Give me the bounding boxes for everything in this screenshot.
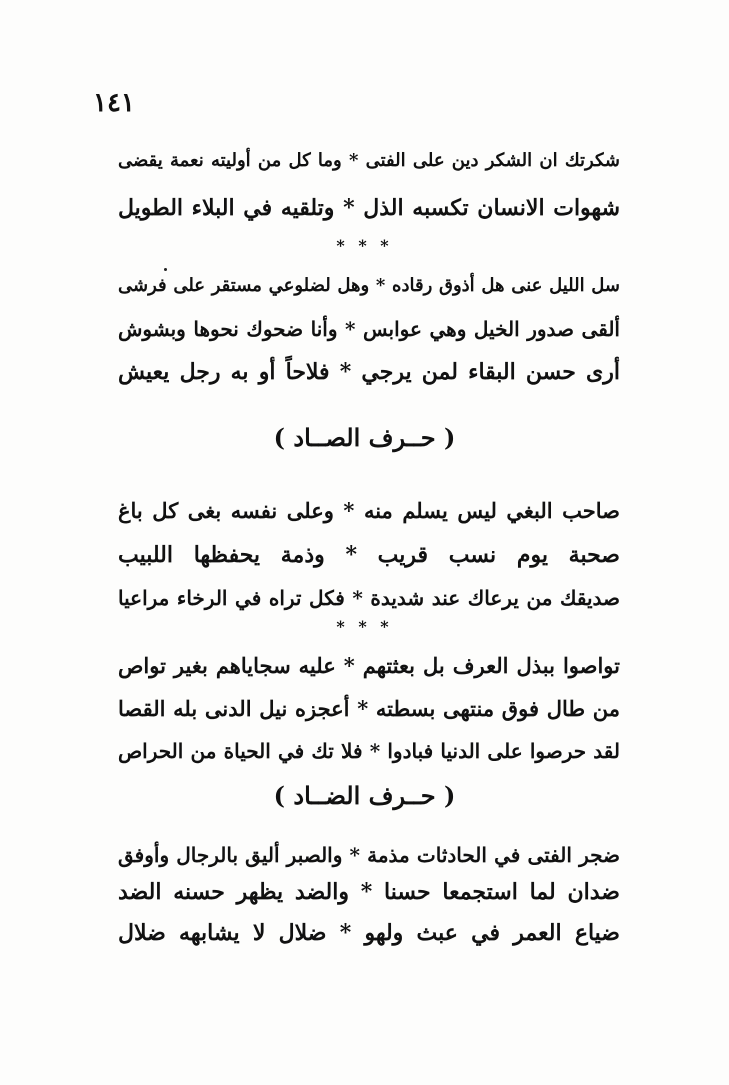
chapter-heading: ( حــرف الضــاد ) [273,781,456,810]
chapter-heading: ( حــرف الصــاد ) [273,423,456,452]
verse-line: صحبة يوم نسب قريب * وذمة يحفظها اللبيب [118,542,620,568]
verse-line: لقد حرصوا على الدنيا فبادوا * فلا تك في الحياة من الحراص [118,739,620,763]
verse-line: ألقى صدور الخيل وهي عوابس * وأنا ضحوك نحوها وبشوش [118,317,620,341]
verse-line: أرى حسن البقاء لمن يرجي * فلاحاً أو به رجل يعيش [118,359,620,385]
section-separator: * * * [336,236,393,255]
verse-line: ضياع العمر في عبث ولهو * ضلال لا يشابهه ضلال [118,920,620,946]
section-separator: * * * [336,617,393,636]
verse-line: شهوات الانسان تكسبه الذل * وتلقيه في البلاء الطويل [118,195,620,221]
verse-line: صديقك من يرعاك عند شديدة * فكل تراه في الرخاء مراعيا [118,586,620,610]
verse-line: ضجر الفتى في الحادثات مذمة * والصبر أليق بالرجال وأوفق [118,843,620,867]
verse-line: شكرتك ان الشكر دين على الفتى * وما كل من أوليته نعمة يقضى [118,150,620,171]
verse-line: من طال فوق منتهى بسطته * أعجزه نيل الدنى بله القصا [118,696,620,721]
verse-line: صاحب البغي ليس يسلم منه * وعلى نفسه بغى كل باغ [118,498,620,523]
verse-line: سل الليل عنى هل أذوق رقاده * وهل لضلوعي مستقر على فرشى [118,275,620,296]
verse-line: تواصوا ببذل العرف بل بعثتهم * عليه سجاياهم بغير تواص [118,653,620,678]
page-number: ١٤١ [93,88,135,118]
verse-line: ضدان لما استجمعا حسنا * والضد يظهر حسنه الضد [118,879,620,905]
